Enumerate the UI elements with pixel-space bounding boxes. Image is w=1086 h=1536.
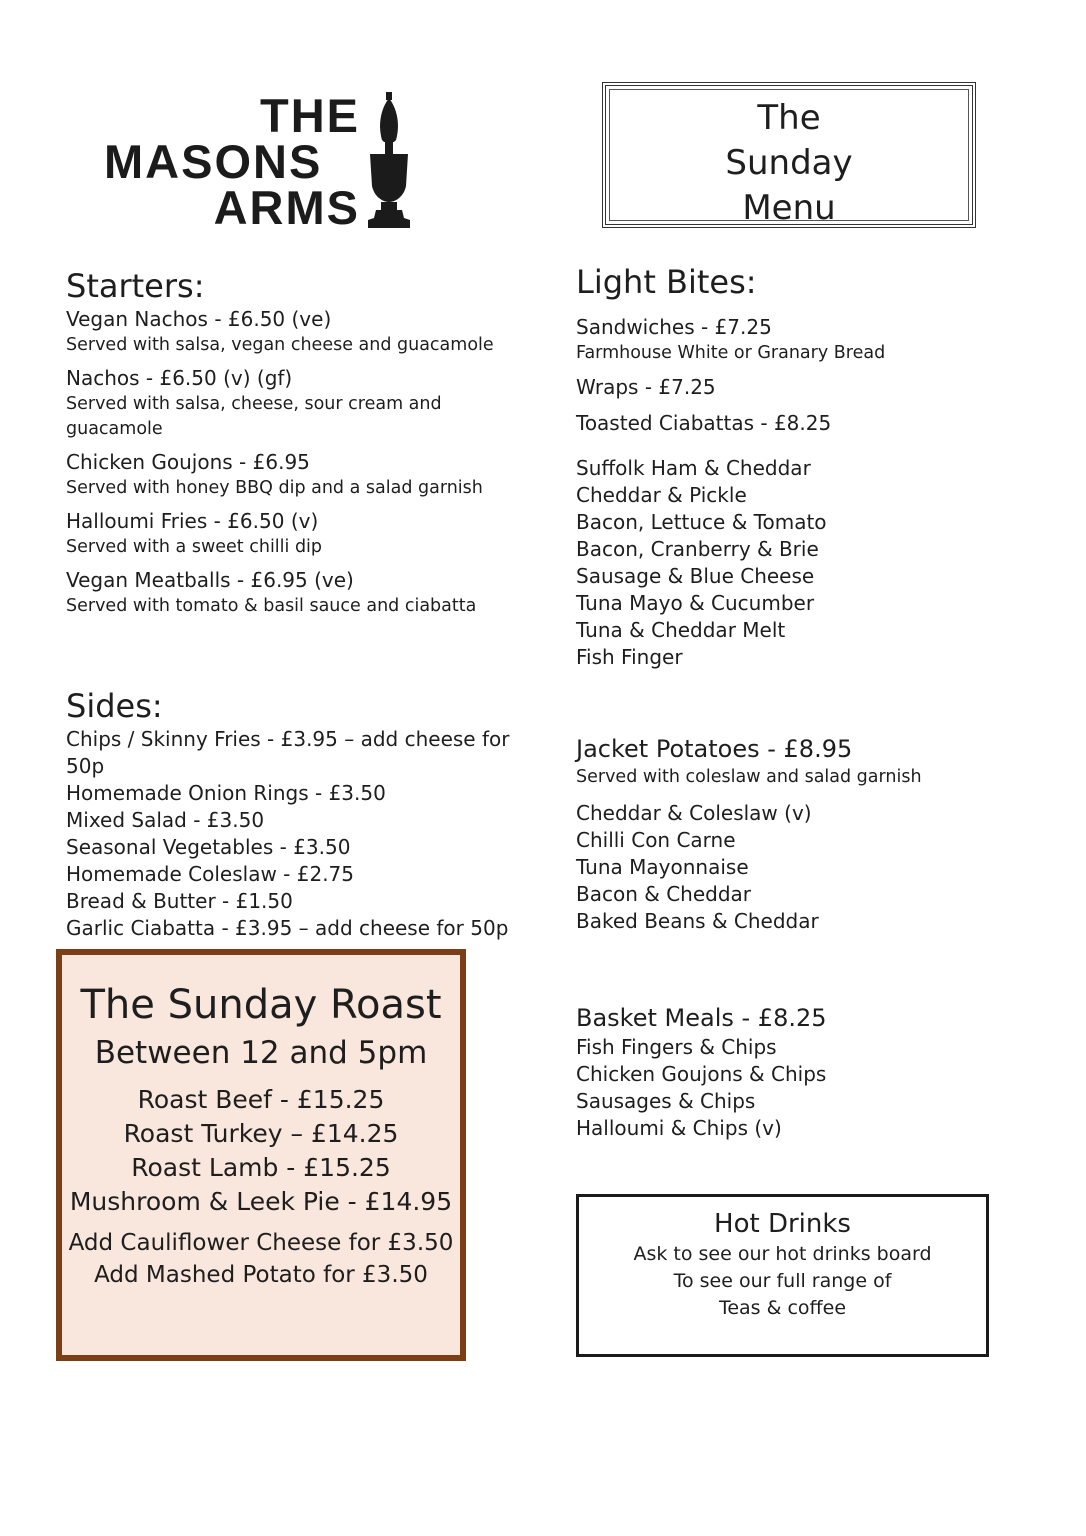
side-item: Homemade Coleslaw - £2.75 — [66, 862, 354, 886]
filling-item: Bacon, Cranberry & Brie — [576, 537, 819, 561]
filling-item: Tuna & Cheddar Melt — [576, 618, 786, 642]
pub-logo — [100, 88, 420, 236]
side-item: Chips / Skinny Fries - £3.95 – add cheese for 50p — [66, 727, 510, 778]
menu-item — [66, 365, 446, 442]
jacket-item: Baked Beans & Cheddar — [576, 909, 819, 933]
item-name: Halloumi Fries - £6.50 (v) — [66, 509, 319, 533]
basket-item: Fish Fingers & Chips — [576, 1035, 777, 1059]
sides-heading: Sides: — [66, 687, 163, 725]
roast-extra: Add Cauliflower Cheese for £3.50 — [68, 1230, 454, 1256]
sunday-roast-box — [56, 949, 466, 1361]
logo-text-masons: MASONS — [104, 135, 323, 188]
sides-section — [66, 686, 536, 942]
item-description: Served with a sweet chilli dip — [66, 537, 323, 557]
jacket-potatoes-section — [576, 733, 996, 935]
jacket-item: Tuna Mayonnaise — [576, 855, 749, 879]
jacket-item: Chilli Con Carne — [576, 828, 736, 852]
light-bites-section — [576, 262, 996, 437]
title-line: The — [757, 98, 821, 138]
logo-text-the: THE — [260, 89, 360, 142]
roast-item: Roast Lamb - £15.25 — [131, 1153, 391, 1182]
wraps-item: Wraps - £7.25 — [576, 375, 716, 399]
roast-item: Roast Turkey – £14.25 — [123, 1119, 399, 1148]
jacket-item: Cheddar & Coleslaw (v) — [576, 801, 812, 825]
roast-item: Roast Beef - £15.25 — [137, 1085, 385, 1114]
side-item: Homemade Onion Rings - £3.50 — [66, 781, 386, 805]
hot-drinks-line: Ask to see our hot drinks board — [633, 1243, 932, 1265]
starters-heading: Starters: — [66, 267, 205, 305]
item-description: Served with tomato & basil sauce and ciabatta — [66, 596, 477, 616]
beer-pump-icon — [366, 92, 412, 230]
side-item: Garlic Ciabatta - £3.95 – add cheese for 50p — [66, 916, 509, 940]
sandwiches-item: Sandwiches - £7.25 — [576, 315, 772, 339]
fillings-list — [576, 455, 996, 671]
roast-title: The Sunday Roast — [80, 982, 442, 1028]
menu-item — [66, 449, 536, 501]
sandwiches-description: Farmhouse White or Granary Bread — [576, 343, 886, 363]
filling-item: Bacon, Lettuce & Tomato — [576, 510, 827, 534]
item-name: Vegan Meatballs - £6.95 (ve) — [66, 568, 354, 592]
jacket-potatoes-description: Served with coleslaw and salad garnish — [576, 767, 922, 787]
basket-item: Halloumi & Chips (v) — [576, 1116, 782, 1140]
side-item: Bread & Butter - £1.50 — [66, 889, 293, 913]
jacket-potatoes-heading: Jacket Potatoes - £8.95 — [576, 735, 853, 763]
basket-item: Sausages & Chips — [576, 1089, 756, 1113]
menu-item — [66, 567, 536, 619]
basket-meals-section — [576, 1002, 996, 1142]
starters-section — [66, 266, 536, 626]
side-item: Mixed Salad - £3.50 — [66, 808, 265, 832]
item-name: Nachos - £6.50 (v) (gf) — [66, 366, 293, 390]
item-name: Chicken Goujons - £6.95 — [66, 450, 310, 474]
menu-item — [66, 508, 536, 560]
basket-meals-heading: Basket Meals - £8.25 — [576, 1004, 827, 1032]
hot-drinks-line: Teas & coffee — [718, 1297, 847, 1319]
menu-title-box — [602, 82, 976, 228]
item-name: Vegan Nachos - £6.50 (ve) — [66, 307, 332, 331]
filling-item: Cheddar & Pickle — [576, 483, 747, 507]
title-line: Menu — [742, 188, 836, 228]
hot-drinks-box — [576, 1194, 989, 1357]
filling-item: Tuna Mayo & Cucumber — [576, 591, 815, 615]
filling-item: Fish Finger — [576, 645, 683, 669]
item-description: Served with honey BBQ dip and a salad garnish — [66, 478, 483, 498]
item-description: Served with salsa, vegan cheese and guacamole — [66, 335, 494, 355]
menu-item — [66, 306, 536, 358]
basket-item: Chicken Goujons & Chips — [576, 1062, 827, 1086]
ciabattas-item: Toasted Ciabattas - £8.25 — [576, 411, 832, 435]
hot-drinks-title: Hot Drinks — [714, 1209, 851, 1239]
logo-text-arms: ARMS — [213, 181, 360, 234]
filling-item: Sausage & Blue Cheese — [576, 564, 815, 588]
title-line: Sunday — [725, 143, 853, 183]
side-item: Seasonal Vegetables - £3.50 — [66, 835, 351, 859]
light-bites-heading: Light Bites: — [576, 263, 757, 301]
jacket-item: Bacon & Cheddar — [576, 882, 752, 906]
roast-serving-time: Between 12 and 5pm — [94, 1035, 428, 1071]
roast-item: Mushroom & Leek Pie - £14.95 — [69, 1187, 453, 1216]
roast-extra: Add Mashed Potato for £3.50 — [94, 1262, 428, 1288]
item-description: Served with salsa, cheese, sour cream and guacamole — [66, 394, 442, 439]
hot-drinks-line: To see our full range of — [673, 1270, 892, 1292]
filling-item: Suffolk Ham & Cheddar — [576, 456, 811, 480]
